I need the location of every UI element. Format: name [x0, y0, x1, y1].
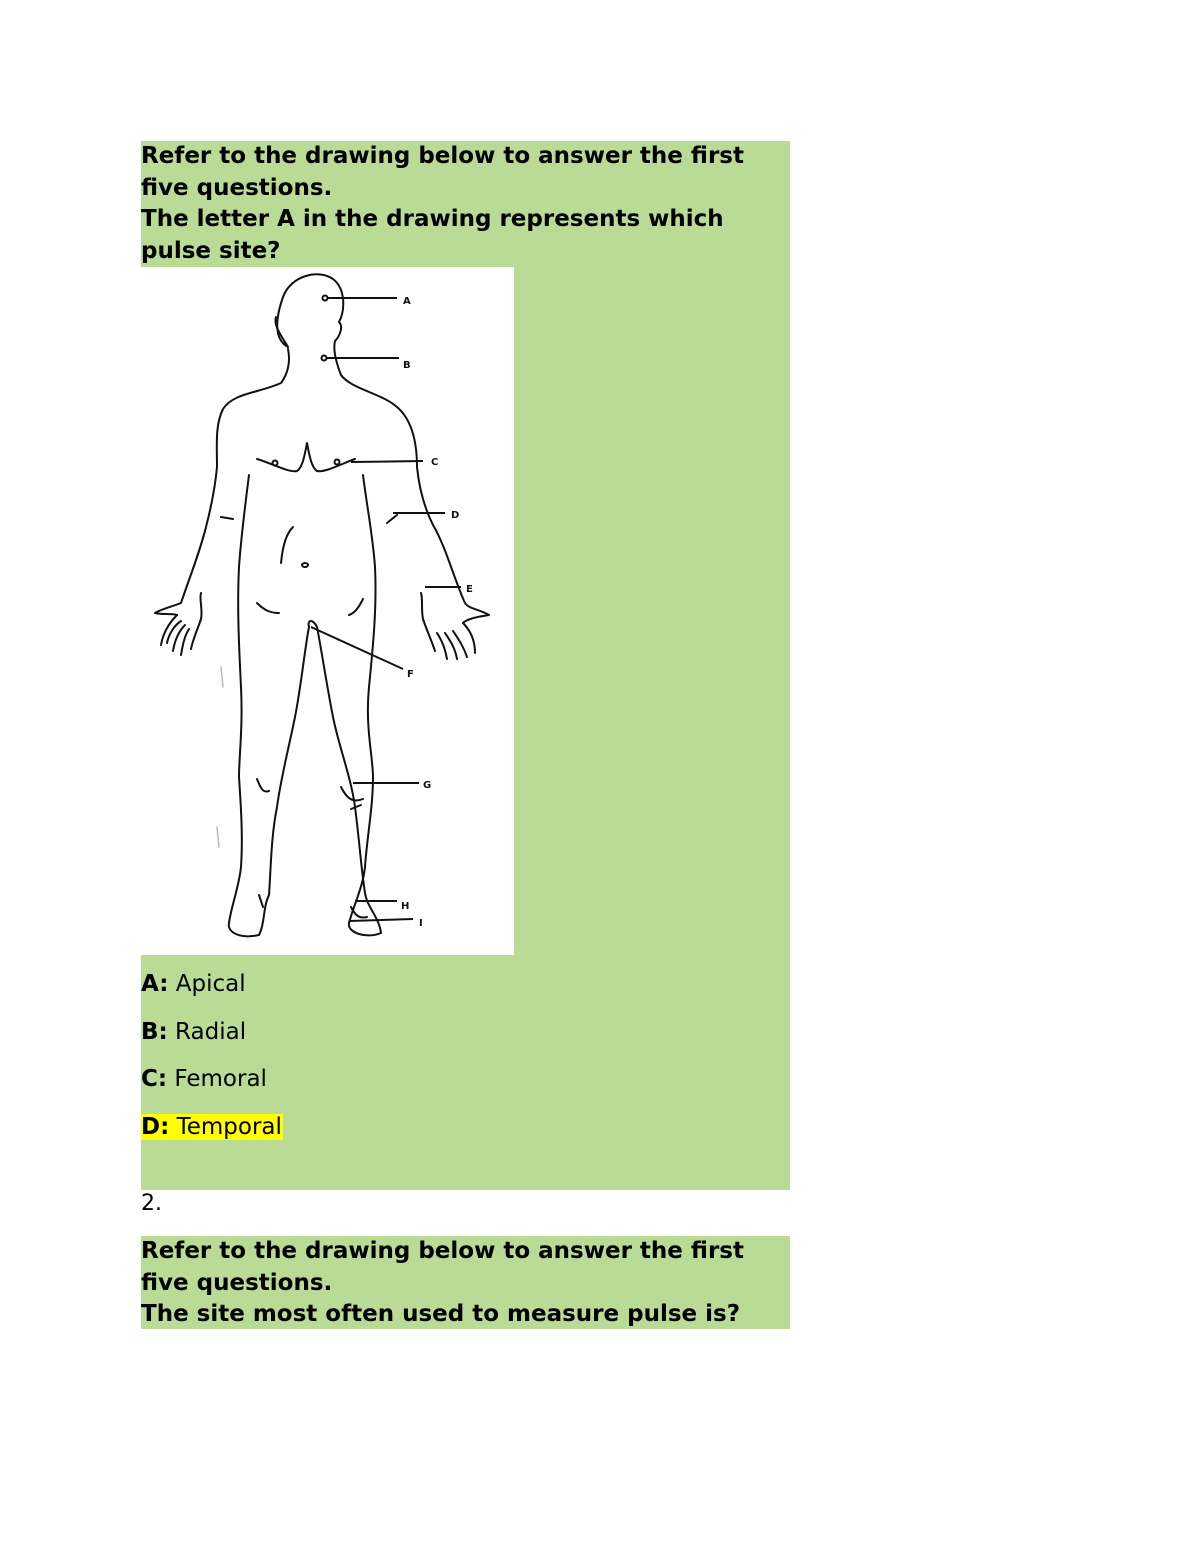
figure-label-c: C [431, 457, 439, 468]
figure-label-g: G [423, 780, 432, 791]
figure-label-e: E [466, 584, 473, 595]
answer-text: Apical [175, 971, 246, 997]
answer-options [141, 969, 781, 1159]
figure-label-h: H [401, 901, 410, 912]
question-2-prompt [141, 1236, 790, 1331]
question-1-block [141, 141, 790, 1190]
figure-label-a: A [403, 296, 411, 307]
prompt-line: The site most often used to measure pulse is? [141, 1301, 741, 1327]
carotid-point [322, 356, 327, 361]
answer-key: B: [141, 1018, 168, 1045]
answer-option-a[interactable] [141, 969, 781, 999]
answer-text: Femoral [174, 1066, 267, 1092]
answer-text: Temporal [176, 1113, 282, 1140]
chest-line [257, 443, 355, 471]
question-2-number: 2. [141, 1191, 162, 1216]
correct-answer-highlight [141, 1114, 283, 1140]
prompt-line: Refer to the drawing below to answer the first [141, 143, 744, 169]
right-leg-outline [309, 475, 381, 935]
prompt-line: five questions. [141, 174, 333, 201]
answer-key: C: [141, 1066, 168, 1092]
answer-option-d[interactable] [141, 1112, 781, 1142]
pointer-line-c [351, 461, 423, 462]
pointer-line-i [349, 919, 413, 921]
answer-option-b[interactable] [141, 1017, 781, 1047]
answer-key: A: [141, 971, 169, 997]
figure-label-i: I [419, 918, 423, 929]
prompt-line: Refer to the drawing below to answer the first [141, 1238, 744, 1264]
question-1-prompt [141, 141, 790, 267]
temporal-point [323, 296, 328, 301]
prompt-line: five questions. [141, 1269, 333, 1296]
figure-label-f: F [407, 669, 414, 680]
right-hand [421, 593, 475, 659]
left-nipple [273, 461, 278, 466]
left-side-outline [155, 349, 289, 615]
right-nipple [335, 460, 340, 465]
answer-text: Radial [175, 1018, 247, 1045]
body-outline-svg [141, 267, 514, 955]
prompt-line: pulse site? [141, 237, 281, 264]
answer-option-c[interactable] [141, 1064, 781, 1094]
figure-label-b: B [403, 360, 411, 371]
pointer-line-f [311, 627, 403, 669]
body-pulse-sites-drawing [141, 267, 514, 955]
answer-key: D: [141, 1113, 170, 1140]
prompt-line: The letter A in the drawing represents which [141, 206, 724, 232]
figure-label-d: D [451, 510, 460, 521]
question-2-block [141, 1236, 790, 1329]
left-leg-outline [229, 475, 309, 936]
